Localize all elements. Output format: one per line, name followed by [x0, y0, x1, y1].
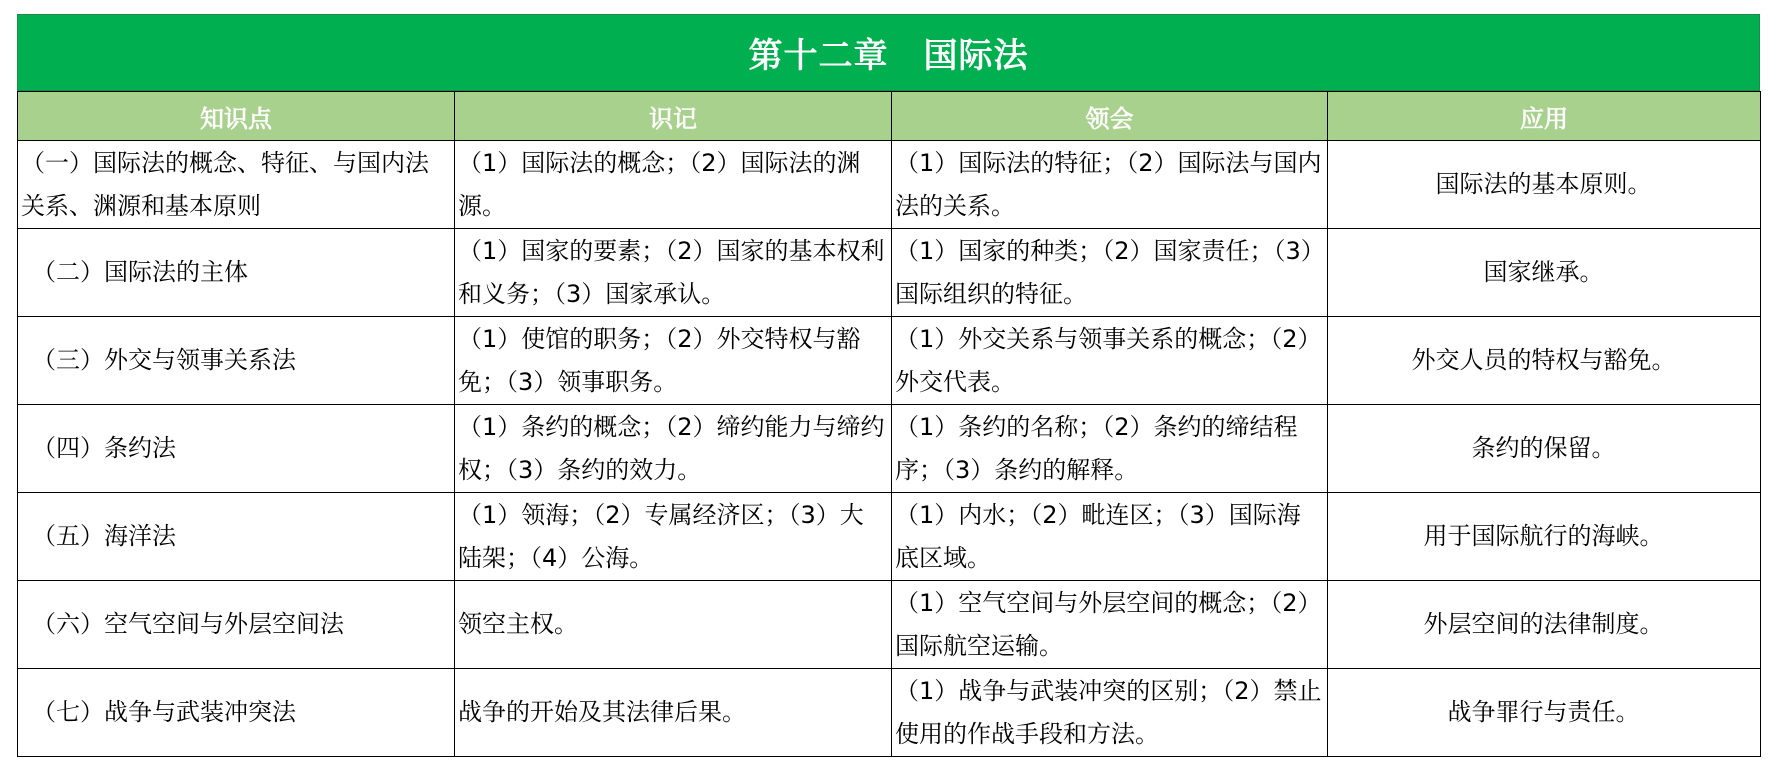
topic-cell: （五）海洋法 [18, 493, 455, 581]
understand-cell: （1）国际法的特征；（2）国际法与国内法的关系。 [892, 141, 1328, 229]
understand-cell: （1）内水；（2）毗连区；（3）国际海底区域。 [892, 493, 1328, 581]
memorize-cell: （1）国家的要素；（2）国家的基本权利和义务；（3）国家承认。 [455, 229, 892, 317]
memorize-cell: （1）使馆的职务；（2）外交特权与豁免；（3）领事职务。 [455, 317, 892, 405]
apply-cell: 用于国际航行的海峡。 [1328, 493, 1761, 581]
table-row [18, 405, 1761, 493]
understand-cell: （1）空气空间与外层空间的概念；（2）国际航空运输。 [892, 581, 1328, 669]
understand-cell: （1）条约的名称；（2）条约的缔结程序；（3）条约的解释。 [892, 405, 1328, 493]
column-header-memorize: 识记 [455, 92, 892, 141]
memorize-cell: （1）领海；（2）专属经济区；（3）大陆架；（4）公海。 [455, 493, 892, 581]
table-row [18, 229, 1761, 317]
topic-cell: （四）条约法 [18, 405, 455, 493]
syllabus-table [17, 91, 1761, 757]
column-header-understand: 领会 [892, 92, 1328, 141]
table-row [18, 581, 1761, 669]
apply-cell: 条约的保留。 [1328, 405, 1761, 493]
memorize-cell: （1）国际法的概念；（2）国际法的渊源。 [455, 141, 892, 229]
chapter-title: 第十二章 国际法 [17, 14, 1760, 91]
apply-cell: 战争罪行与责任。 [1328, 669, 1761, 757]
apply-cell: 国家继承。 [1328, 229, 1761, 317]
column-header-apply: 应用 [1328, 92, 1761, 141]
column-header-knowledge-point: 知识点 [18, 92, 455, 141]
topic-cell: （一）国际法的概念、特征、与国内法关系、渊源和基本原则 [18, 141, 455, 229]
table-row [18, 669, 1761, 757]
memorize-cell: 领空主权。 [455, 581, 892, 669]
memorize-cell: （1）条约的概念；（2）缔约能力与缔约权；（3）条约的效力。 [455, 405, 892, 493]
table-row [18, 317, 1761, 405]
understand-cell: （1）国家的种类；（2）国家责任；（3）国际组织的特征。 [892, 229, 1328, 317]
table-row [18, 141, 1761, 229]
understand-cell: （1）外交关系与领事关系的概念；（2）外交代表。 [892, 317, 1328, 405]
apply-cell: 外层空间的法律制度。 [1328, 581, 1761, 669]
memorize-cell: 战争的开始及其法律后果。 [455, 669, 892, 757]
topic-cell: （三）外交与领事关系法 [18, 317, 455, 405]
table-row [18, 493, 1761, 581]
topic-cell: （二）国际法的主体 [18, 229, 455, 317]
topic-cell: （六）空气空间与外层空间法 [18, 581, 455, 669]
apply-cell: 国际法的基本原则。 [1328, 141, 1761, 229]
syllabus-sheet [17, 14, 1760, 757]
apply-cell: 外交人员的特权与豁免。 [1328, 317, 1761, 405]
understand-cell: （1）战争与武装冲突的区别；（2）禁止使用的作战手段和方法。 [892, 669, 1328, 757]
header-row [18, 92, 1761, 141]
topic-cell: （七）战争与武装冲突法 [18, 669, 455, 757]
